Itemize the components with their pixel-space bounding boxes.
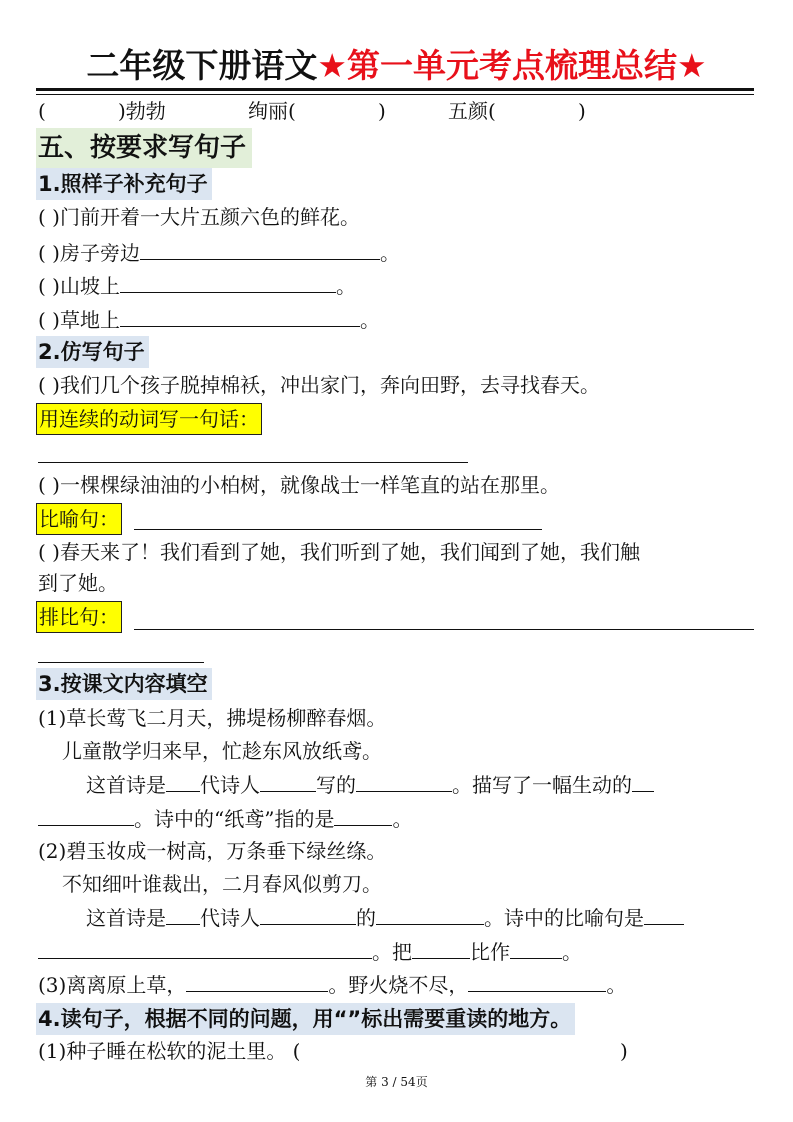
q1-item-3: [38, 304, 380, 335]
blank-object[interactable]: [412, 936, 470, 959]
title-grade: 二年级下册语文: [86, 46, 318, 85]
q2-sentence-3a: ( )春天来了！我们看到了她，我们听到了她，我们闻到了她，我们触: [38, 540, 640, 564]
q1-item-3-blank[interactable]: [120, 304, 360, 327]
section-5-heading: 五、按要求写句子: [36, 128, 252, 168]
fill-text: 代诗人: [200, 906, 260, 930]
fill-text: 的: [356, 906, 376, 930]
q1-item-2: [38, 270, 356, 301]
fill-text: 。野火烧不尽，: [328, 973, 469, 997]
q1-item-1-text: ( )房子旁边: [38, 241, 140, 265]
q1-item-3-text: ( )草地上: [38, 308, 120, 332]
word-blank-2-close: ): [378, 99, 386, 123]
word-blank-3-close: ): [578, 99, 586, 123]
blank-dynasty[interactable]: [166, 769, 200, 792]
q3-poem-2-line-2: 不知细叶谁裁出，二月春风似剪刀。: [62, 872, 382, 896]
q2-task-2: 比喻句：: [36, 503, 122, 535]
title-rule-thin: [36, 94, 754, 95]
q4-item-1-close: ): [620, 1039, 628, 1063]
q3-poem-3: [38, 969, 626, 1000]
blank-title[interactable]: [376, 902, 484, 925]
q3-poem-2-fill: [86, 902, 684, 933]
fill-text: (3)离离原上草，: [38, 973, 187, 997]
q2-task-1: 用连续的动词写一句话：: [36, 403, 262, 435]
blank-meaning[interactable]: [334, 803, 392, 826]
period: 。: [335, 274, 356, 298]
blank-poet[interactable]: [260, 769, 316, 792]
blank-dynasty[interactable]: [166, 902, 200, 925]
blank-simile-a[interactable]: [644, 902, 684, 925]
q2-sentence-3b: 到了她。: [38, 571, 118, 595]
blank-line-2[interactable]: [186, 969, 328, 992]
q3-poem-2-line-1: (2)碧玉妆成一树高，万条垂下绿丝绦。: [38, 839, 387, 863]
blank-comparison[interactable]: [510, 936, 562, 959]
fill-text: 。: [562, 940, 582, 964]
period: 。: [359, 308, 380, 332]
q2-answer-line-1[interactable]: [38, 462, 468, 463]
blank-scene-a[interactable]: [632, 769, 654, 792]
title-rule-thick: [36, 88, 754, 91]
fill-text: 。诗中的“纸鸢”指的是: [134, 807, 335, 831]
fill-text: 这首诗是: [86, 906, 166, 930]
word-blank-1-text: )勃勃: [118, 99, 166, 123]
blank-simile-b[interactable]: [38, 936, 372, 959]
fill-text: 写的: [316, 773, 356, 797]
q1-example: ( )门前开着一大片五颜六色的鲜花。: [38, 205, 360, 229]
q4-heading: 4.读句子，根据不同的问题，用“”标出需要重读的地方。: [36, 1003, 575, 1035]
word-blank-2-text: 绚丽(: [248, 99, 296, 123]
blank-line-4[interactable]: [468, 969, 606, 992]
page-title: [0, 44, 793, 88]
q2-answer-line-2[interactable]: [134, 529, 542, 530]
q1-heading: 1.照样子补充句子: [36, 168, 212, 200]
blank-scene-b[interactable]: [38, 803, 134, 826]
q2-sentence-2: ( )一棵棵绿油油的小柏树，就像战士一样笔直的站在那里。: [38, 473, 560, 497]
fill-text: 。: [606, 973, 627, 997]
fill-text: 。: [392, 807, 413, 831]
q3-poem-1-fill: [86, 769, 654, 800]
q3-poem-2-fill-2: [38, 936, 582, 967]
fill-text: 。描写了一幅生动的: [452, 773, 632, 797]
q3-poem-1-fill-2: [38, 803, 412, 834]
q2-answer-line-4[interactable]: [38, 662, 204, 663]
q2-task-3: 排比句：: [36, 601, 122, 633]
word-blank-3-text: 五颜(: [448, 99, 496, 123]
page-number: 第 3 / 54页: [365, 1075, 428, 1089]
q1-item-2-blank[interactable]: [120, 270, 336, 293]
q2-heading: 2.仿写句子: [36, 336, 149, 368]
fill-text: 。把: [372, 940, 412, 964]
fill-text: 代诗人: [200, 773, 260, 797]
q2-answer-line-3[interactable]: [134, 629, 754, 630]
q3-heading: 3.按课文内容填空: [36, 668, 212, 700]
q2-sentence-1: ( )我们几个孩子脱掉棉袄，冲出家门，奔向田野，去寻找春天。: [38, 373, 600, 397]
fill-text: 比作: [470, 940, 510, 964]
q3-poem-1-line-1: (1)草长莺飞二月天，拂堤杨柳醉春烟。: [38, 706, 387, 730]
blank-title[interactable]: [356, 769, 452, 792]
blank-poet[interactable]: [260, 902, 356, 925]
word-blank-1-open: (: [38, 99, 46, 123]
q1-item-1-blank[interactable]: [140, 237, 380, 260]
period: 。: [379, 241, 400, 265]
q1-item-1: [38, 237, 400, 268]
title-unit: ★第一单元考点梳理总结★: [317, 46, 707, 85]
fill-text: 这首诗是: [86, 773, 166, 797]
q1-item-2-text: ( )山坡上: [38, 274, 120, 298]
q3-poem-1-line-2: 儿童散学归来早，忙趁东风放纸鸢。: [62, 739, 382, 763]
q4-item-1: (1)种子睡在松软的泥土里。 (: [38, 1039, 301, 1063]
fill-text: 。诗中的比喻句是: [484, 906, 644, 930]
